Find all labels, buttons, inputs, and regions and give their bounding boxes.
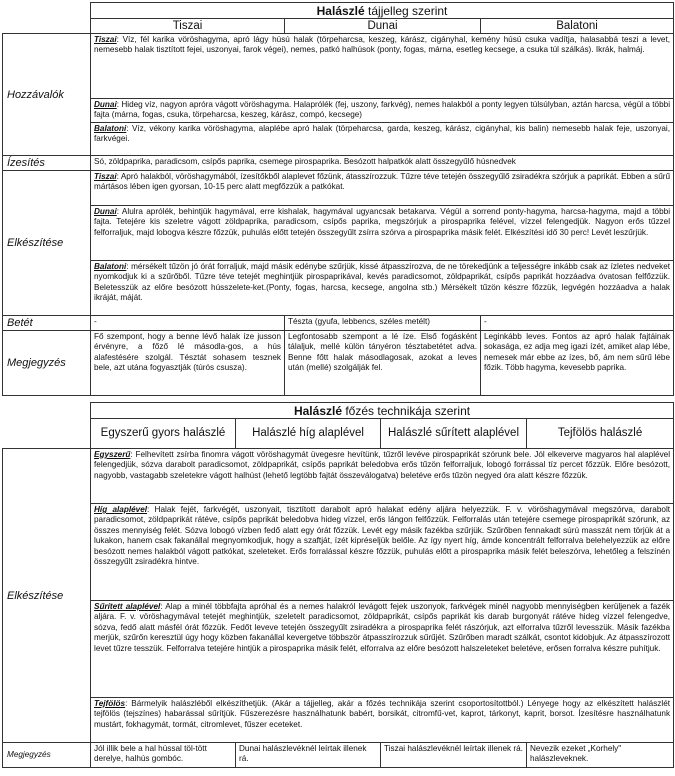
table2-title bbox=[91, 403, 674, 419]
prep-balatoni bbox=[91, 261, 674, 316]
method-suritett-key: Sűrített alaplével bbox=[94, 602, 161, 611]
col-header-tejfolos: Tejfölös halászlé bbox=[527, 419, 674, 449]
filling-tiszai: - bbox=[91, 316, 285, 331]
row-label-megjegyzes-2: Megjegyzés bbox=[3, 743, 91, 768]
note-dunai: Legfontosabb szempont a lé íze. Első fogásként tálaljuk, mellé külön tányéron tésztabetétet adva. Benne főtt halak másodlagosak, azokat a leves után (mellé) szolgálják fel. bbox=[285, 331, 481, 396]
method-tejfolos-key: Tejfölös bbox=[94, 699, 126, 708]
ingredients-dunai-key: Dunai bbox=[94, 100, 117, 109]
table1-title-bold: Halászlé bbox=[316, 4, 365, 18]
method-hig-text: : Halak fejét, farkvégét, uszonyait, tisztított darabolt apró halakat edény aljára helyezzük. F. v. vöröshagymával megszórva, darabolt paradicsomot, zöldpaprikát rátéve, csípős paprikát beledobva hideg vízzel, erős lángon felfőzzük. Felforralás után tetejére csemege pirospaprikát szórunk, az összes mennyiség felét. Sózva lobogó vízben fedő alatt egy órát főzzük. Levét egy másik fazékba szűrjük. Szűrőben fennakadt súrú masszát nem törjük át a lukakon, hanem csak fakanállal megnyomkodjuk, hogy a szaftját, ízét kipréseljük belőle. Az így nyert híg, ámde koncentrált felforralva belehelyezzük az előre besózott nemes halakból vágott patkókat, szeleteket. Erős forralással készre főzzük, puhulás előtt a pirospaprika másik felét beleszórva, lehetőleg a felszínén összegyűlt zsiradékra hintve. bbox=[94, 505, 671, 567]
ingredients-dunai-text: : Hideg víz, nagyon apróra vágott vöröshagyma. Halaprólék (fej, uszony, farkvég), nemes halakból a ponty legyen túlsúlyban, aztán harcsa, végül a többi fajta (márna, fogas, csuka, törpeharcsa, keszeg, kárász, compó, kecsege) bbox=[94, 100, 671, 120]
note-hig: Dunai halászlevéknél leírtak illenek rá. bbox=[236, 743, 381, 768]
method-egyszeru-key: Egyszerű bbox=[94, 450, 131, 459]
method-tejfolos bbox=[91, 698, 674, 743]
row-label-hozzavalok: Hozzávalók bbox=[3, 34, 91, 156]
table-technique bbox=[2, 402, 674, 768]
method-egyszeru-text: : Felhevített zsírba finomra vágott vöröshagymát üvegesre hevítünk, tűzről levéve pirospaprikát szórunk bele. Jól elkeverve magyaros hal alaplével felengedjük, sózva darabolt paradicsomot, zöldpaprikát, csípős paprikát beledobva erős tűzön felforraljuk, lobogó forrással tíz percet főzzük. Előre besózott, nagyobb, vastagabb szeletekre vágott halhúst (lehető legtöbb fajtát összeválogatva) beletéve erős tűzön negyed óra alatt készre főzzük. bbox=[94, 450, 671, 480]
prep-dunai-key: Dunai bbox=[94, 207, 117, 216]
col-header-balatoni: Balatoni bbox=[481, 19, 674, 34]
method-suritett-text: : Alap a minél többfajta apróhal és a nemes halakról levágott fejek uszonyok, farkvégek minél nagyobb mennyiségben kerüljenek a fazék aljára. F. v. vöröshagymával tetejét meghintjük, szeletelt paradicsomot, zöldpaprikát, csípős paprikát kis darab burgonyát rátéve hideg vízzel felengedve, sózva, fedő alatt másfél órát főzzük. Fedőt leveve tetején összegyűlt zsiradékra a pirospaprika felét rászórjuk, azt elforralva tűzről levesszük. Másik fazékba merjük, szűrőn keresztül úgy hogy közben fakanállal kevergetve többször átpasszírozzuk sűrűjét. Szűrőben maradt szálkát, csontot kidobjuk. Az átpasszírozott levet tűzre tesszük. Felforralva tetejére hintjük a pirospaprika másik felét, elforralva az előre besózott halszeleteket beletéve, erősen forralva készre puhítjuk. bbox=[94, 602, 671, 653]
table1-title bbox=[91, 3, 674, 19]
col-header-dunai: Dunai bbox=[285, 19, 481, 34]
ingredients-balatoni bbox=[91, 123, 674, 156]
table2-title-rest: főzés technikája szerint bbox=[345, 404, 471, 418]
method-suritett bbox=[91, 601, 674, 698]
col-header-hig: Halászlé híg alaplével bbox=[236, 419, 381, 449]
row-label-elkeszites: Elkészítése bbox=[3, 171, 91, 316]
filling-dunai: Tészta (gyufa, lebbencs, széles metélt) bbox=[285, 316, 481, 331]
row-label-elkeszites-2: Elkészítése bbox=[3, 449, 91, 743]
note-tejfolos: Nevezik ezeket „Korhely" halászleveknek. bbox=[527, 743, 674, 768]
ingredients-tiszai bbox=[91, 34, 674, 99]
filling-balatoni: - bbox=[481, 316, 674, 331]
method-tejfolos-text: : Bármelyik halászléből elkészíthetjük. (Akár a tájjelleg, akár a főzés technikája szerint csoportosítottból.) Lényege hogy az elkészített halászlét tejfölös (tejszínes) habarással sűrítjük. Fűszerezésre használhatunk babért, borsikát, citromfű-vet, kaprot, tárkonyt, kaprit, borsot. Ízesítésre használhatunk mustárt, fokhagymát, tormát, citromlevet, fűszer eceteket. bbox=[94, 699, 671, 729]
method-hig-key: Híg alaplével bbox=[94, 505, 148, 514]
method-egyszeru bbox=[91, 449, 674, 504]
table1-title-rest: tájjelleg szerint bbox=[368, 4, 448, 18]
note-tiszai: Fő szempont, hogy a benne lévő halak íze jusson érvényre, a főző lé másodla-gos, a hús alafestésére szolgál. Tésztát sohasem tesznek bele, azt utána fogyasztják (túrós csusza). bbox=[91, 331, 285, 396]
ingredients-balatoni-key: Balatoni bbox=[94, 124, 127, 133]
col-header-egyszeru: Egyszerű gyors halászlé bbox=[91, 419, 236, 449]
table-regional bbox=[2, 2, 674, 396]
ingredients-balatoni-text: : Víz, vékony karika vöröshagyma, alaplébe apró halak (törpeharcsa, garda, keszeg, kárász, cigányhal, kis balin) nemesebb halak feje, uszonyai, farkvégei. bbox=[94, 124, 671, 144]
ingredients-tiszai-text: : Víz, fél karika vöröshagyma, apró lágy húsú halak (törpeharcsa, keszeg, kárász, cigányhal, kemény húsú csuka vadítja, halasabbá teszi a levet, nemesebb halak tisztított fejei, uszonyai, farok végei), nemes, patkó halhúsok (ponty, fogas, márna, esetleg kecsege, a csuka túl szálkás). Ikrák, halmáj. bbox=[94, 35, 671, 55]
prep-dunai bbox=[91, 206, 674, 261]
col-header-tiszai: Tiszai bbox=[91, 19, 285, 34]
col-header-suritett: Halászlé sűrített alaplével bbox=[381, 419, 527, 449]
ingredients-tiszai-key: Tiszai bbox=[94, 35, 117, 44]
note-suritett: Tiszai halászlevéknél leírtak illenek rá. bbox=[381, 743, 527, 768]
row-label-megjegyzes: Megjegyzés bbox=[3, 331, 91, 396]
prep-balatoni-text: : mérsékelt tűzön jó órát forraljuk, majd másik edénybe szűrjük, kissé átpasszírozva, de ne törekedjünk a teljességre inkább csak az ízletes nedveket nyomkodjuk ki a szűrőből. Tűzre téve tetejét meghintjük pirospaprikával, kevés paradicsomot, zöldpaprikát, csípős paprikát hozzáadva óvatosan felfőzzük. Beletesszük az előre besózott hússzelete-ket.(Ponty, fogas, harcsa, kecsege, angolna stb.) Mérsékelt tűzön készre főzzük, legvégén hozzáadva a halak ikráját, máját. bbox=[94, 262, 671, 303]
prep-dunai-text: : Alulra aprólék, behintjük hagymával, erre kishalak, hagymával ugyancsak betakarva. Végül a sorrend ponty-hagyma, harcsa-hagyma, majd a többi fajta. Tetejére kis szeletre vágott zöldpaprika, paradicsom, csípős paprika, megszórjuk a pirospaprika felével, vízzel felengedjük. Nagyon erős tűzzel felforraljuk, majd lobogva készre főzzük, puhulás előtt tetején összegyűlt zsírra szórva a pirospaprika másik felét. Elkészítési idő 30 perc! Levét leszűrjük. bbox=[94, 207, 671, 237]
method-hig bbox=[91, 504, 674, 601]
ingredients-dunai bbox=[91, 99, 674, 123]
prep-tiszai-text: : Apró halakból, vöröshagymából, ízesítőkből alaplevet főzünk, átasszírozzuk. Tűzre téve tetején összegyűlő zsiradékra szórjuk a paprikát. Ebben a sűrű mártásos lében igen gyorsan, 10-15 perc alatt megfőzzük a patkókat. bbox=[94, 172, 671, 192]
row-label-izesites: Ízesítés bbox=[3, 156, 91, 171]
recipe-page bbox=[2, 2, 673, 768]
prep-tiszai bbox=[91, 171, 674, 206]
table2-title-bold: Halászlé bbox=[293, 404, 342, 418]
prep-balatoni-key: Balatoni bbox=[94, 262, 127, 271]
note-egyszeru: Jól illik bele a hal hússal töl-tött derelye, halhús gombóc. bbox=[91, 743, 236, 768]
note-balatoni: Leginkább leves. Fontos az apró halak fajtáinak sokasága, ez adja meg igazi ízét, amiket alap lébe, nemesek már ebbe az ízes, bő, ám nem sűrű lébe főzik. Több hagyma, kevesebb paprika. bbox=[481, 331, 674, 396]
row-label-betet: Betét bbox=[3, 316, 91, 331]
seasoning-text: Só, zöldpaprika, paradicsom, csípős paprika, csemege pirospaprika. Besózott halpatkók alatt összegyűlő húsnedvek bbox=[91, 156, 674, 171]
prep-tiszai-key: Tiszai bbox=[94, 172, 117, 181]
